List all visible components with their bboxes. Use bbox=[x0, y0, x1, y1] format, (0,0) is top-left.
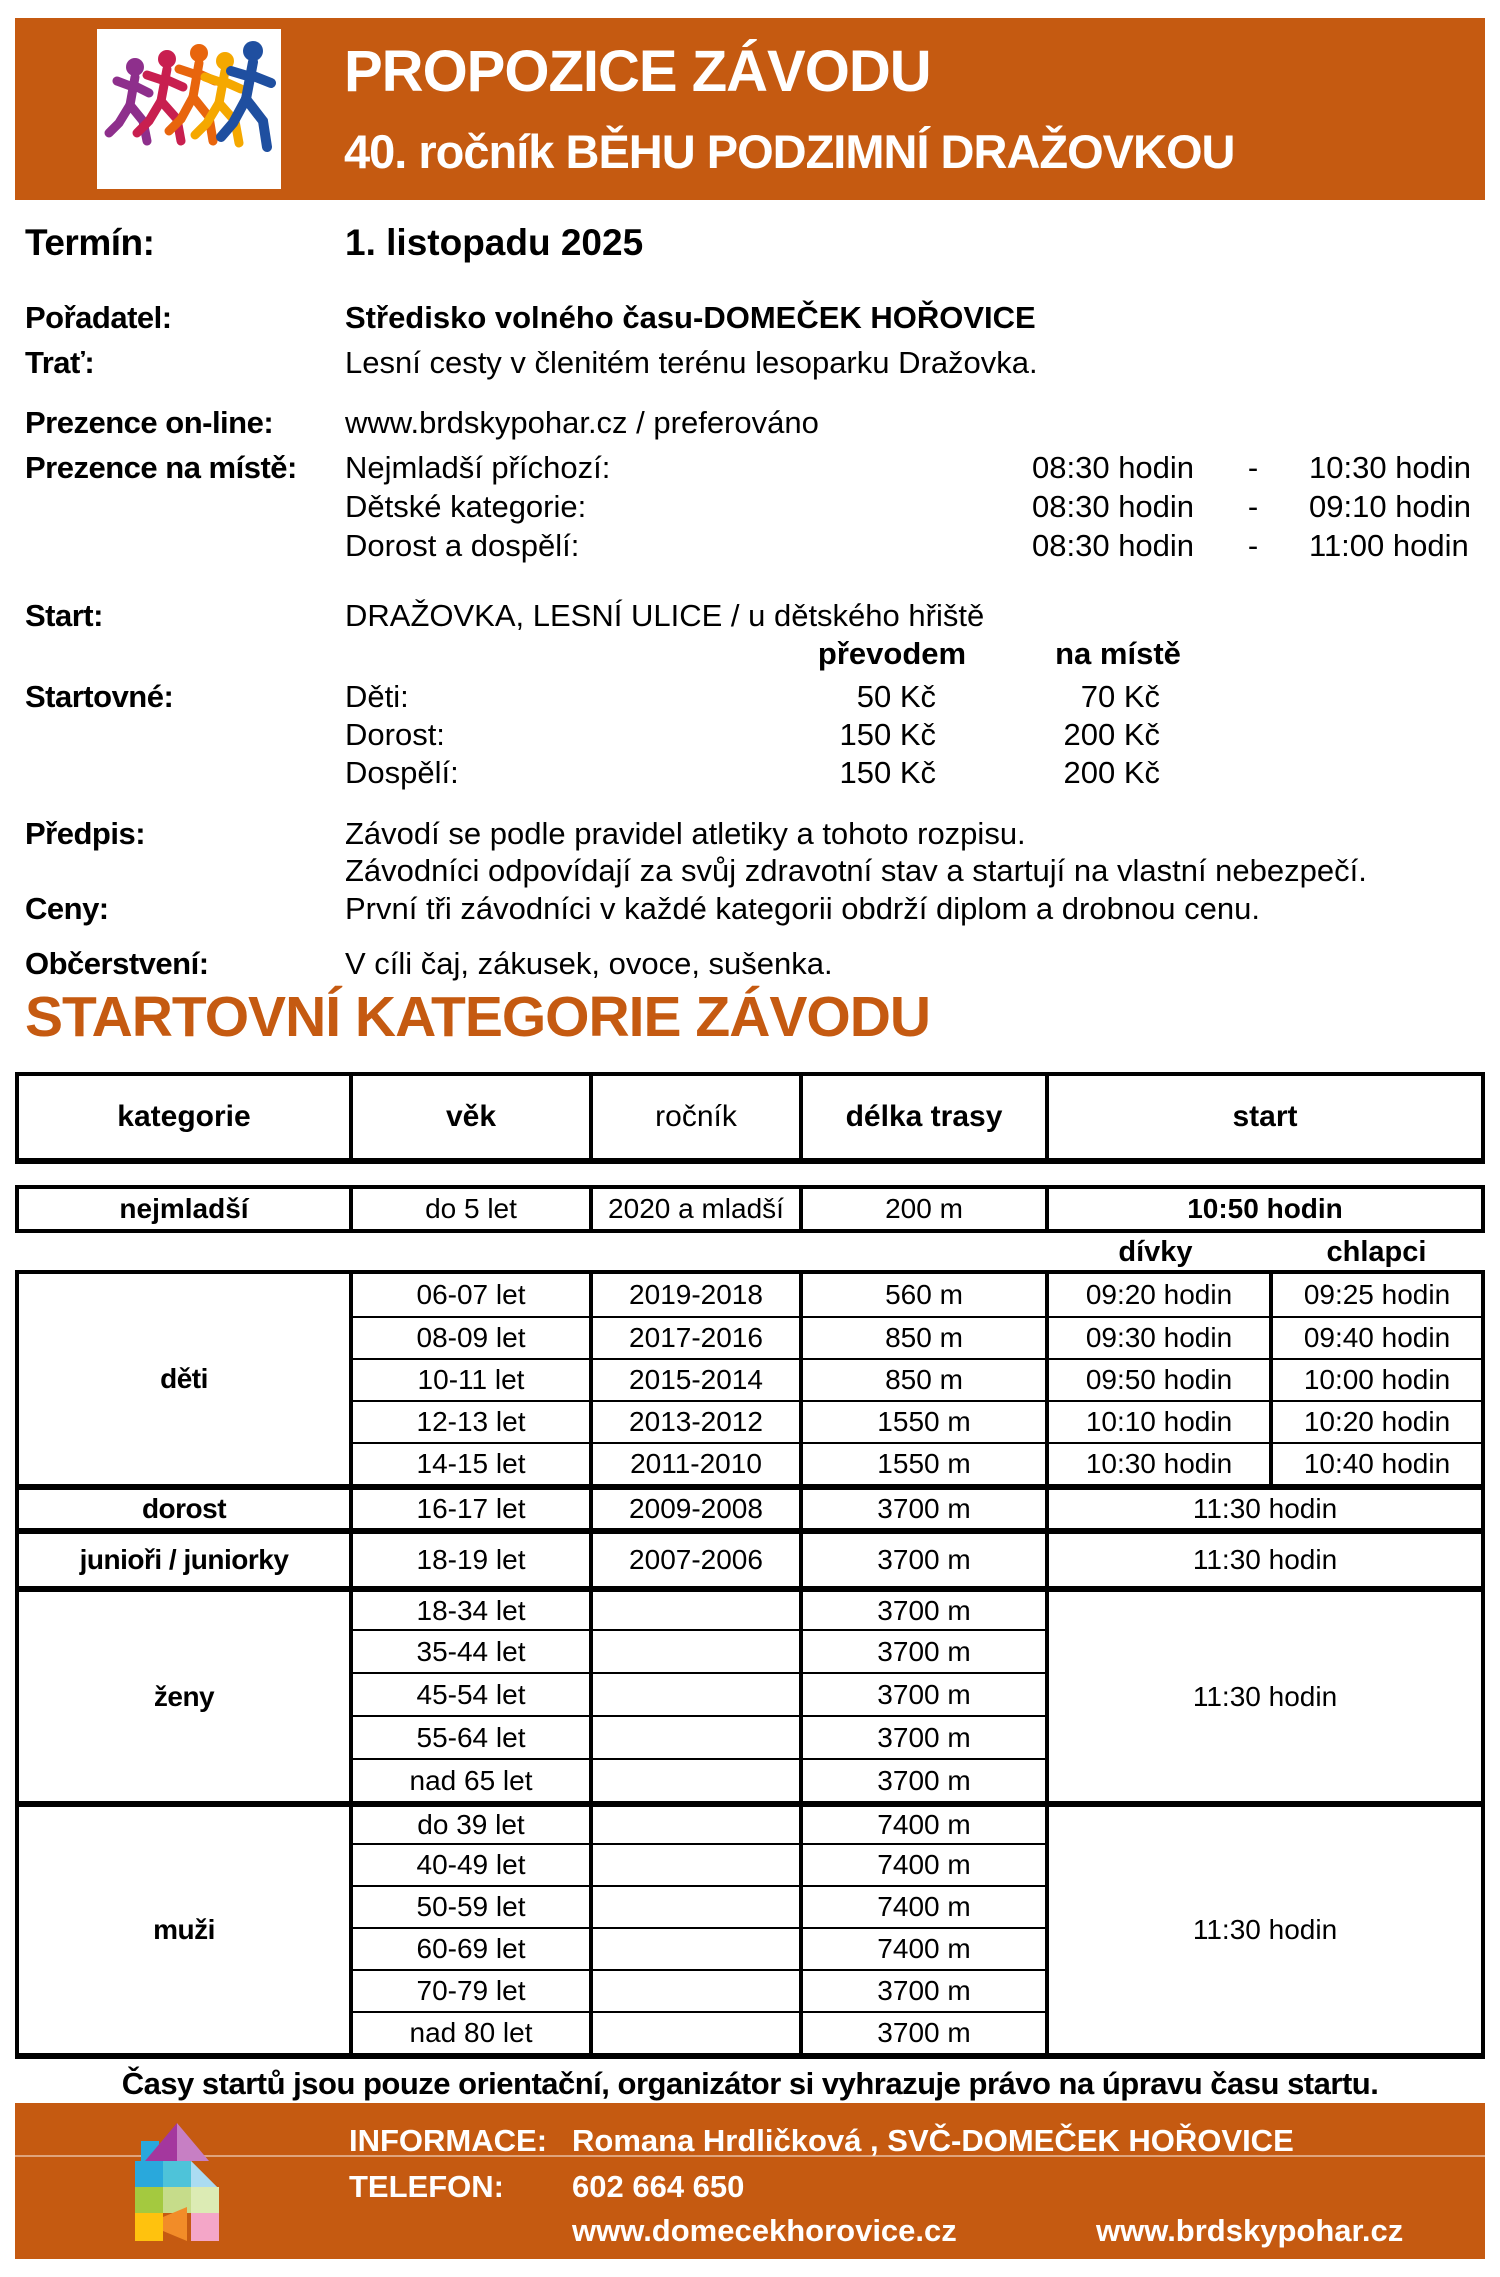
predpis-row-2 bbox=[0, 853, 1500, 893]
cell-delka: 7400 m bbox=[799, 1843, 1045, 1885]
cell-rocnik: 2020 a mladší bbox=[589, 1189, 799, 1229]
cell-delka: 200 m bbox=[799, 1189, 1045, 1229]
ceny-value: První tři závodníci v každé kategorii obdrží diplom a drobnou cenu. bbox=[345, 891, 1260, 926]
cell-vek: 45-54 let bbox=[349, 1672, 589, 1715]
predpis-line1: Závodí se podle pravidel atletiky a tohoto rozpisu. bbox=[345, 816, 1026, 851]
obcerstveni-value: V cíli čaj, zákusek, ovoce, sušenka. bbox=[345, 946, 833, 981]
prezence-miste-label: Prezence na místě: bbox=[25, 450, 297, 485]
prezence-to: 10:30 hodin bbox=[1309, 450, 1472, 485]
cell-kategorie: nejmladší bbox=[119, 1193, 249, 1224]
section-heading: STARTOVNÍ KATEGORIE ZÁVODU bbox=[25, 985, 931, 1049]
cell-start-chlapci: 09:25 hodin bbox=[1269, 1274, 1481, 1316]
telefon-value: 602 664 650 bbox=[572, 2169, 745, 2204]
cell-start-chlapci: 10:40 hodin bbox=[1269, 1442, 1481, 1484]
prezence-from: 08:30 hodin bbox=[1032, 450, 1195, 485]
categories-header-table bbox=[15, 1072, 1485, 1164]
cell-start-divky: 10:10 hodin bbox=[1045, 1400, 1269, 1442]
fee-row-3 bbox=[0, 755, 1500, 795]
ceny-label: Ceny: bbox=[25, 891, 109, 926]
fee-transfer: 50 Kč bbox=[856, 679, 936, 714]
cell-rocnik: 2019-2018 bbox=[589, 1274, 799, 1316]
start-label: Start: bbox=[25, 598, 103, 633]
cell-start: 11:30 hodin bbox=[1045, 1528, 1481, 1586]
prezence-to: 11:00 hodin bbox=[1309, 528, 1469, 563]
telefon-label: TELEFON: bbox=[349, 2169, 504, 2204]
cell-delka: 7400 m bbox=[799, 1801, 1045, 1843]
obcerstveni-row bbox=[0, 946, 1500, 986]
cell-vek: nad 80 let bbox=[349, 2011, 589, 2053]
cell-kategorie-deti: děti bbox=[160, 1363, 208, 1394]
cell-start-chlapci: 10:00 hodin bbox=[1269, 1358, 1481, 1400]
cell-rocnik: 2007-2006 bbox=[589, 1528, 799, 1586]
cell-rocnik-empty bbox=[589, 1969, 799, 2011]
col-header-rocnik: ročník bbox=[589, 1076, 799, 1158]
fee-transfer: 150 Kč bbox=[839, 717, 936, 752]
cell-start-chlapci: 10:20 hodin bbox=[1269, 1400, 1481, 1442]
prezence-online-label: Prezence on-line: bbox=[25, 405, 274, 440]
cell-vek: 08-09 let bbox=[349, 1316, 589, 1358]
runners-logo-image bbox=[97, 29, 281, 189]
domecek-house-logo bbox=[115, 2119, 245, 2248]
cell-start: 10:50 hodin bbox=[1045, 1189, 1481, 1229]
fee-name: Dospělí: bbox=[345, 755, 459, 790]
cell-rocnik: 2011-2010 bbox=[589, 1442, 799, 1484]
cell-rocnik-empty bbox=[589, 1629, 799, 1672]
termin-value: 1. listopadu 2025 bbox=[345, 222, 644, 263]
fee-row-1 bbox=[0, 679, 1500, 719]
subheader-chlapci: chlapci bbox=[1326, 1236, 1427, 1268]
cell-delka: 3700 m bbox=[799, 1715, 1045, 1758]
cell-delka: 850 m bbox=[799, 1316, 1045, 1358]
cell-rocnik-empty bbox=[589, 1715, 799, 1758]
cell-delka: 3700 m bbox=[799, 1629, 1045, 1672]
cell-start-divky: 09:20 hodin bbox=[1045, 1274, 1269, 1316]
trat-label: Trať: bbox=[25, 345, 95, 380]
cell-vek: 35-44 let bbox=[349, 1629, 589, 1672]
trat-value: Lesní cesty v členitém terénu lesoparku Dražovka. bbox=[345, 345, 1038, 380]
prezence-miste-row-3 bbox=[0, 528, 1500, 568]
cell-kategorie-zeny: ženy bbox=[19, 1586, 349, 1801]
cell-vek: 50-59 let bbox=[349, 1885, 589, 1927]
cell-delka: 850 m bbox=[799, 1358, 1045, 1400]
predpis-row bbox=[0, 816, 1500, 856]
cell-rocnik-empty bbox=[589, 2011, 799, 2053]
cell-rocnik-empty bbox=[589, 1801, 799, 1843]
prezence-online-value: www.brdskypohar.cz / preferováno bbox=[345, 405, 819, 440]
cell-start: 11:30 hodin bbox=[1045, 1586, 1481, 1801]
prezence-online-row bbox=[0, 405, 1500, 445]
prezence-from: 08:30 hodin bbox=[1032, 489, 1195, 524]
ceny-row bbox=[0, 891, 1500, 931]
cell-delka: 1550 m bbox=[799, 1400, 1045, 1442]
cell-rocnik-empty bbox=[589, 1758, 799, 1801]
house-icon bbox=[115, 2119, 245, 2243]
col-header-kategorie: kategorie bbox=[117, 1100, 251, 1133]
col-header-delka-trasy: délka trasy bbox=[799, 1076, 1045, 1158]
cell-vek: 40-49 let bbox=[349, 1843, 589, 1885]
cell-rocnik-empty bbox=[589, 1586, 799, 1629]
cell-vek: 18-34 let bbox=[349, 1586, 589, 1629]
cell-rocnik: 2009-2008 bbox=[589, 1484, 799, 1528]
trat-row bbox=[0, 345, 1500, 385]
prezence-dash: - bbox=[1247, 528, 1259, 563]
cell-start-divky: 09:50 hodin bbox=[1045, 1358, 1269, 1400]
cell-vek: 16-17 let bbox=[349, 1484, 589, 1528]
fee-onsite: 200 Kč bbox=[1063, 717, 1160, 752]
prezence-dash: - bbox=[1247, 489, 1259, 524]
cell-delka: 3700 m bbox=[799, 1528, 1045, 1586]
categories-main-table bbox=[15, 1270, 1485, 2059]
cell-vek: nad 65 let bbox=[349, 1758, 589, 1801]
document-subtitle: 40. ročník BĚHU PODZIMNÍ DRAŽOVKOU bbox=[344, 125, 1235, 178]
cell-delka: 7400 m bbox=[799, 1885, 1045, 1927]
website-brdskypohar: www.brdskypohar.cz bbox=[1096, 2213, 1404, 2248]
cell-start: 11:30 hodin bbox=[1045, 1801, 1481, 2053]
cell-vek: 06-07 let bbox=[349, 1274, 589, 1316]
prezence-category: Nejmladší příchozí: bbox=[345, 450, 611, 485]
fee-header-onsite: na místě bbox=[1055, 636, 1181, 671]
cell-vek: 18-19 let bbox=[349, 1528, 589, 1586]
fee-name: Děti: bbox=[345, 679, 409, 714]
start-times-note: Časy startů jsou pouze orientační, organizátor si vyhrazuje právo na úpravu času startu. bbox=[121, 2066, 1379, 2101]
informace-label: INFORMACE: bbox=[349, 2123, 548, 2158]
obcerstveni-label: Občerstvení: bbox=[25, 946, 209, 981]
cell-delka: 3700 m bbox=[799, 1969, 1045, 2011]
runners-icon bbox=[97, 29, 281, 189]
prezence-from: 08:30 hodin bbox=[1032, 528, 1195, 563]
cell-kategorie-juniori: junioři / juniorky bbox=[19, 1528, 349, 1586]
start-row bbox=[0, 598, 1500, 638]
col-header-start: start bbox=[1045, 1076, 1481, 1158]
cell-rocnik-empty bbox=[589, 1843, 799, 1885]
informace-value: Romana Hrdličková , SVČ-DOMEČEK HOŘOVICE bbox=[572, 2123, 1294, 2158]
cell-vek: do 39 let bbox=[349, 1801, 589, 1843]
fee-transfer: 150 Kč bbox=[839, 755, 936, 790]
cell-delka: 3700 m bbox=[799, 1758, 1045, 1801]
cell-start-divky: 09:30 hodin bbox=[1045, 1316, 1269, 1358]
document-title: PROPOZICE ZÁVODU bbox=[344, 39, 931, 104]
predpis-line2: Závodníci odpovídají za svůj zdravotní stav a startují na vlastní nebezpečí. bbox=[345, 853, 1367, 888]
prezence-category: Dorost a dospělí: bbox=[345, 528, 580, 563]
cell-delka: 3700 m bbox=[799, 2011, 1045, 2053]
fee-header-transfer: převodem bbox=[817, 636, 967, 671]
cell-rocnik: 2017-2016 bbox=[589, 1316, 799, 1358]
fee-name: Dorost: bbox=[345, 717, 445, 752]
cell-vek: 14-15 let bbox=[349, 1442, 589, 1484]
fee-row-2 bbox=[0, 717, 1500, 757]
prezence-dash: - bbox=[1247, 450, 1259, 485]
cell-kategorie-dorost: dorost bbox=[19, 1484, 349, 1528]
startovne-label: Startovné: bbox=[25, 679, 174, 714]
poradatel-row bbox=[0, 300, 1500, 340]
subheader-divky: dívky bbox=[1118, 1236, 1193, 1268]
termin-label: Termín: bbox=[25, 222, 155, 263]
start-subheaders bbox=[15, 1236, 1485, 1270]
cell-delka: 3700 m bbox=[799, 1484, 1045, 1528]
cell-vek: 10-11 let bbox=[349, 1358, 589, 1400]
cell-rocnik: 2015-2014 bbox=[589, 1358, 799, 1400]
fee-onsite: 200 Kč bbox=[1063, 755, 1160, 790]
cell-delka: 3700 m bbox=[799, 1586, 1045, 1629]
cell-vek: 12-13 let bbox=[349, 1400, 589, 1442]
cell-vek: 70-79 let bbox=[349, 1969, 589, 2011]
predpis-label: Předpis: bbox=[25, 816, 146, 851]
start-value: DRAŽOVKA, LESNÍ ULICE / u dětského hřiště bbox=[345, 598, 985, 633]
poradatel-label: Pořadatel: bbox=[25, 300, 172, 335]
cell-delka: 3700 m bbox=[799, 1672, 1045, 1715]
header-banner bbox=[15, 18, 1485, 200]
fee-header-row bbox=[0, 636, 1500, 676]
cell-vek: do 5 let bbox=[349, 1189, 589, 1229]
cell-start-divky: 10:30 hodin bbox=[1045, 1442, 1269, 1484]
prezence-to: 09:10 hodin bbox=[1309, 489, 1472, 524]
termin-row bbox=[0, 222, 1500, 262]
poradatel-value: Středisko volného času-DOMEČEK HOŘOVICE bbox=[345, 300, 1036, 335]
cell-kategorie-muzi: muži bbox=[19, 1801, 349, 2053]
prezence-category: Dětské kategorie: bbox=[345, 489, 587, 524]
cell-start: 11:30 hodin bbox=[1045, 1484, 1481, 1528]
footer-banner bbox=[15, 2103, 1485, 2259]
nejmladsi-row bbox=[15, 1185, 1485, 1233]
cell-rocnik: 2013-2012 bbox=[589, 1400, 799, 1442]
website-domecekhorovice: www.domecekhorovice.cz bbox=[572, 2213, 957, 2248]
cell-vek: 60-69 let bbox=[349, 1927, 589, 1969]
prezence-miste-row-1 bbox=[0, 450, 1500, 490]
col-header-vek: věk bbox=[349, 1076, 589, 1158]
prezence-miste-row-2 bbox=[0, 489, 1500, 529]
fee-onsite: 70 Kč bbox=[1080, 679, 1160, 714]
cell-rocnik-empty bbox=[589, 1927, 799, 1969]
cell-delka: 1550 m bbox=[799, 1442, 1045, 1484]
cell-start-chlapci: 09:40 hodin bbox=[1269, 1316, 1481, 1358]
cell-vek: 55-64 let bbox=[349, 1715, 589, 1758]
cell-delka: 560 m bbox=[799, 1274, 1045, 1316]
cell-rocnik-empty bbox=[589, 1885, 799, 1927]
cell-delka: 7400 m bbox=[799, 1927, 1045, 1969]
cell-rocnik-empty bbox=[589, 1672, 799, 1715]
